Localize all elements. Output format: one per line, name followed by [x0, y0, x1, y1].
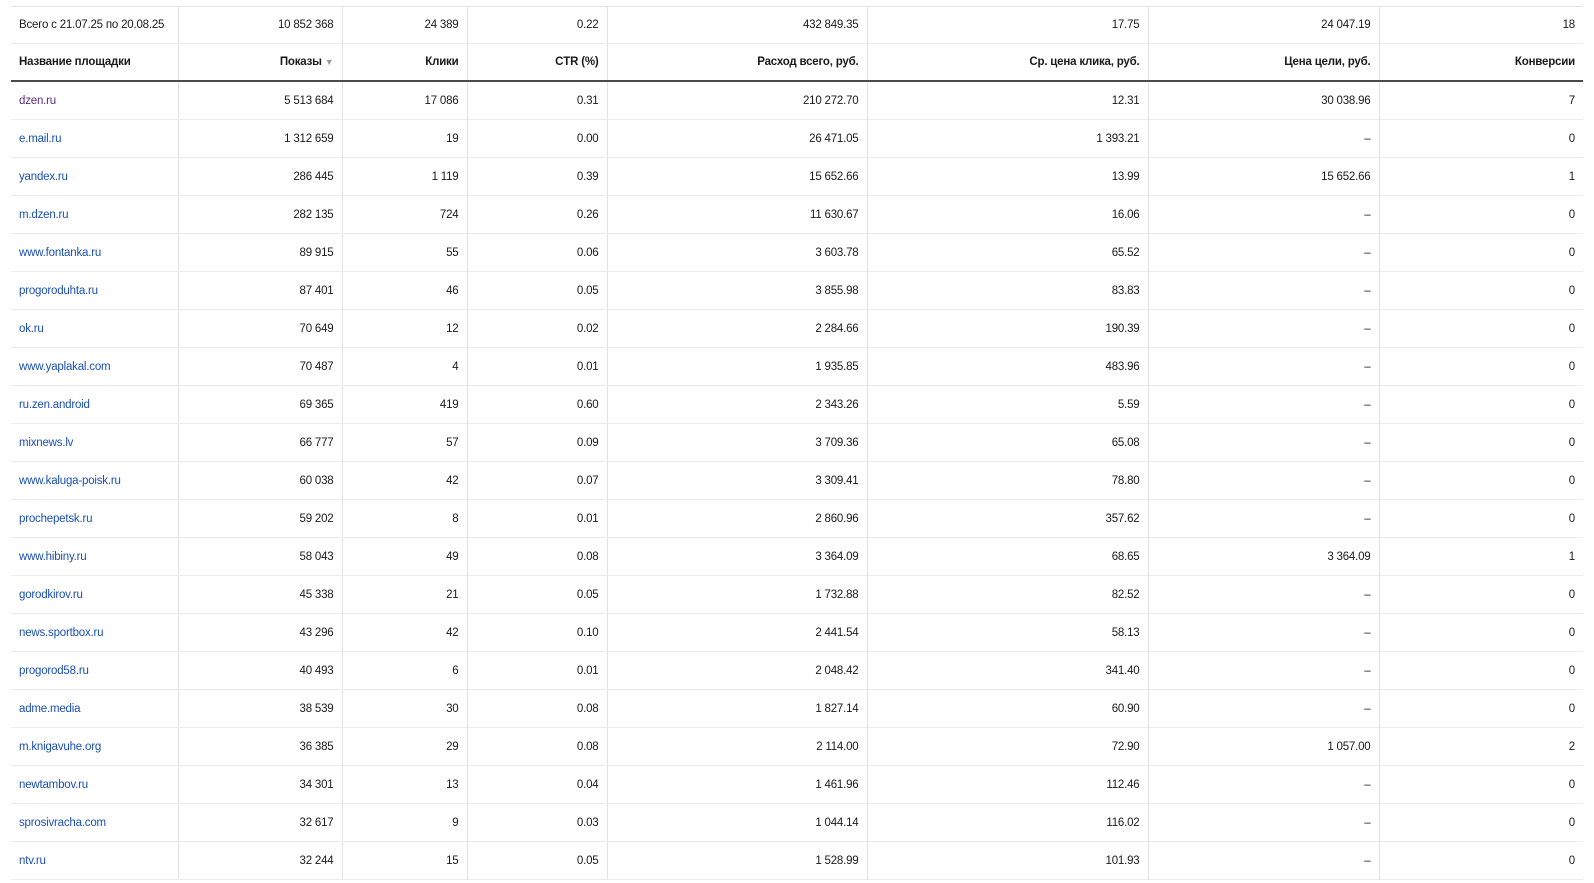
table-row	[11, 234, 1583, 272]
clicks-cell: 42	[342, 614, 467, 652]
impressions-cell: 60 038	[178, 462, 342, 500]
ctr-cell: 0.02	[467, 310, 607, 348]
spend-cell: 2 860.96	[607, 500, 867, 538]
ctr-cell: 0.08	[467, 728, 607, 766]
site-link[interactable]: www.fontanka.ru	[19, 246, 102, 259]
table-row	[11, 424, 1583, 462]
ctr-cell: 0.09	[467, 424, 607, 462]
site-link[interactable]: adme.media	[19, 702, 81, 715]
spend-cell: 2 441.54	[607, 614, 867, 652]
ctr-cell: 0.07	[467, 462, 607, 500]
cpc-cell: 341.40	[867, 652, 1148, 690]
site-cell	[11, 842, 178, 880]
totals-row	[11, 7, 1583, 44]
site-link[interactable]: prochepetsk.ru	[19, 512, 93, 525]
table-row	[11, 81, 1583, 120]
goal-price-cell: –	[1148, 424, 1379, 462]
totals-label: Всего с 21.07.25 по 20.08.25	[11, 7, 178, 44]
site-link[interactable]: sprosivracha.com	[19, 816, 106, 829]
site-cell	[11, 272, 178, 310]
spend-cell: 210 272.70	[607, 81, 867, 120]
conversions-cell: 1	[1379, 158, 1583, 196]
totals-ctr: 0.22	[467, 7, 607, 44]
impressions-cell: 45 338	[178, 576, 342, 614]
clicks-cell: 21	[342, 576, 467, 614]
cpc-cell: 58.13	[867, 614, 1148, 652]
cpc-cell: 83.83	[867, 272, 1148, 310]
clicks-cell: 42	[342, 462, 467, 500]
spend-cell: 1 528.99	[607, 842, 867, 880]
spend-cell: 2 114.00	[607, 728, 867, 766]
column-header-site[interactable]: Название площадки	[11, 44, 178, 82]
clicks-cell: 4	[342, 348, 467, 386]
goal-price-cell: –	[1148, 196, 1379, 234]
table-row	[11, 310, 1583, 348]
cpc-cell: 483.96	[867, 348, 1148, 386]
table-row	[11, 386, 1583, 424]
table-row	[11, 842, 1583, 880]
ctr-cell: 0.01	[467, 500, 607, 538]
spend-cell: 3 855.98	[607, 272, 867, 310]
site-cell	[11, 728, 178, 766]
conversions-cell: 0	[1379, 272, 1583, 310]
impressions-cell: 59 202	[178, 500, 342, 538]
spend-cell: 3 309.41	[607, 462, 867, 500]
conversions-cell: 0	[1379, 234, 1583, 272]
ctr-cell: 0.10	[467, 614, 607, 652]
report-table-container	[11, 6, 1583, 880]
site-cell	[11, 500, 178, 538]
ctr-cell: 0.05	[467, 576, 607, 614]
impressions-cell: 34 301	[178, 766, 342, 804]
goal-price-cell: –	[1148, 348, 1379, 386]
site-link[interactable]: m.knigavuhe.org	[19, 740, 102, 753]
spend-cell: 2 048.42	[607, 652, 867, 690]
spend-cell: 3 364.09	[607, 538, 867, 576]
site-cell	[11, 766, 178, 804]
table-row	[11, 804, 1583, 842]
spend-cell: 15 652.66	[607, 158, 867, 196]
cpc-cell: 65.08	[867, 424, 1148, 462]
table-row	[11, 348, 1583, 386]
site-link[interactable]: mixnews.lv	[19, 436, 74, 449]
table-row	[11, 462, 1583, 500]
spend-cell: 2 284.66	[607, 310, 867, 348]
clicks-cell: 9	[342, 804, 467, 842]
conversions-cell: 1	[1379, 538, 1583, 576]
goal-price-cell: 3 364.09	[1148, 538, 1379, 576]
clicks-cell: 57	[342, 424, 467, 462]
ctr-cell: 0.00	[467, 120, 607, 158]
goal-price-cell: –	[1148, 690, 1379, 728]
cpc-cell: 82.52	[867, 576, 1148, 614]
conversions-cell: 0	[1379, 804, 1583, 842]
conversions-cell: 7	[1379, 81, 1583, 120]
column-header-cpc[interactable]: Ср. цена клика, руб.	[867, 44, 1148, 82]
site-cell	[11, 462, 178, 500]
clicks-cell: 6	[342, 652, 467, 690]
spend-cell: 1 461.96	[607, 766, 867, 804]
impressions-cell: 1 312 659	[178, 120, 342, 158]
cpc-cell: 190.39	[867, 310, 1148, 348]
goal-price-cell: –	[1148, 310, 1379, 348]
goal-price-cell: –	[1148, 614, 1379, 652]
cpc-cell: 12.31	[867, 81, 1148, 120]
impressions-cell: 32 617	[178, 804, 342, 842]
goal-price-cell: –	[1148, 652, 1379, 690]
impressions-cell: 66 777	[178, 424, 342, 462]
cpc-cell: 78.80	[867, 462, 1148, 500]
clicks-cell: 8	[342, 500, 467, 538]
clicks-cell: 15	[342, 842, 467, 880]
spend-cell: 1 044.14	[607, 804, 867, 842]
goal-price-cell: –	[1148, 272, 1379, 310]
clicks-cell: 1 119	[342, 158, 467, 196]
impressions-cell: 87 401	[178, 272, 342, 310]
column-header-conversions[interactable]: Конверсии	[1379, 44, 1583, 82]
conversions-cell: 0	[1379, 690, 1583, 728]
site-cell	[11, 386, 178, 424]
table-row	[11, 120, 1583, 158]
totals-goal-price: 24 047.19	[1148, 7, 1379, 44]
impressions-cell: 70 649	[178, 310, 342, 348]
site-cell	[11, 81, 178, 120]
totals-cpc: 17.75	[867, 7, 1148, 44]
goal-price-cell: 1 057.00	[1148, 728, 1379, 766]
impressions-cell: 32 244	[178, 842, 342, 880]
cpc-cell: 72.90	[867, 728, 1148, 766]
impressions-cell: 69 365	[178, 386, 342, 424]
cpc-cell: 13.99	[867, 158, 1148, 196]
clicks-cell: 13	[342, 766, 467, 804]
conversions-cell: 0	[1379, 386, 1583, 424]
cpc-cell: 60.90	[867, 690, 1148, 728]
site-link[interactable]: progorod58.ru	[19, 664, 89, 677]
column-header-clicks[interactable]: Клики	[342, 44, 467, 82]
conversions-cell: 0	[1379, 576, 1583, 614]
ctr-cell: 0.01	[467, 348, 607, 386]
site-link[interactable]: dzen.ru	[19, 94, 56, 107]
table-row	[11, 500, 1583, 538]
clicks-cell: 12	[342, 310, 467, 348]
ctr-cell: 0.03	[467, 804, 607, 842]
ctr-cell: 0.39	[467, 158, 607, 196]
table-row	[11, 538, 1583, 576]
goal-price-cell: –	[1148, 462, 1379, 500]
ctr-cell: 0.01	[467, 652, 607, 690]
totals-clicks: 24 389	[342, 7, 467, 44]
goal-price-cell: –	[1148, 386, 1379, 424]
clicks-cell: 30	[342, 690, 467, 728]
site-link[interactable]: newtambov.ru	[19, 778, 88, 791]
conversions-cell: 0	[1379, 424, 1583, 462]
goal-price-cell: 30 038.96	[1148, 81, 1379, 120]
goal-price-cell: 15 652.66	[1148, 158, 1379, 196]
site-cell	[11, 158, 178, 196]
ctr-cell: 0.05	[467, 842, 607, 880]
ctr-cell: 0.06	[467, 234, 607, 272]
table-row	[11, 196, 1583, 234]
cpc-cell: 112.46	[867, 766, 1148, 804]
impressions-cell: 43 296	[178, 614, 342, 652]
impressions-cell: 286 445	[178, 158, 342, 196]
site-cell	[11, 120, 178, 158]
impressions-cell: 5 513 684	[178, 81, 342, 120]
site-cell	[11, 804, 178, 842]
table-row	[11, 576, 1583, 614]
goal-price-cell: –	[1148, 842, 1379, 880]
site-link[interactable]: news.sportbox.ru	[19, 626, 104, 639]
site-cell	[11, 348, 178, 386]
cpc-cell: 5.59	[867, 386, 1148, 424]
goal-price-cell: –	[1148, 804, 1379, 842]
column-header-spend[interactable]: Расход всего, руб.	[607, 44, 867, 82]
table-header-row	[11, 44, 1583, 82]
sites-report-table	[11, 6, 1583, 880]
site-cell	[11, 234, 178, 272]
table-row	[11, 690, 1583, 728]
conversions-cell: 0	[1379, 652, 1583, 690]
spend-cell: 1 935.85	[607, 348, 867, 386]
spend-cell: 26 471.05	[607, 120, 867, 158]
ctr-cell: 0.08	[467, 690, 607, 728]
ctr-cell: 0.31	[467, 81, 607, 120]
ctr-cell: 0.05	[467, 272, 607, 310]
totals-conversions: 18	[1379, 7, 1583, 44]
site-cell	[11, 196, 178, 234]
ctr-cell: 0.60	[467, 386, 607, 424]
impressions-cell: 38 539	[178, 690, 342, 728]
site-link[interactable]: ok.ru	[19, 322, 44, 335]
goal-price-cell: –	[1148, 500, 1379, 538]
column-header-ctr[interactable]: CTR (%)	[467, 44, 607, 82]
totals-impressions: 10 852 368	[178, 7, 342, 44]
cpc-cell: 116.02	[867, 804, 1148, 842]
spend-cell: 3 709.36	[607, 424, 867, 462]
site-cell	[11, 424, 178, 462]
site-link[interactable]: yandex.ru	[19, 170, 68, 183]
conversions-cell: 0	[1379, 310, 1583, 348]
site-link[interactable]: www.kaluga-poisk.ru	[19, 474, 121, 487]
site-cell	[11, 652, 178, 690]
site-link[interactable]: ntv.ru	[19, 854, 46, 867]
site-link[interactable]: www.yaplakal.com	[19, 360, 111, 373]
cpc-cell: 101.93	[867, 842, 1148, 880]
impressions-cell: 36 385	[178, 728, 342, 766]
cpc-cell: 16.06	[867, 196, 1148, 234]
table-row	[11, 272, 1583, 310]
clicks-cell: 55	[342, 234, 467, 272]
site-cell	[11, 538, 178, 576]
site-link[interactable]: gorodkirov.ru	[19, 588, 83, 601]
ctr-cell: 0.08	[467, 538, 607, 576]
spend-cell: 2 343.26	[607, 386, 867, 424]
conversions-cell: 0	[1379, 500, 1583, 538]
conversions-cell: 0	[1379, 766, 1583, 804]
clicks-cell: 419	[342, 386, 467, 424]
totals-spend: 432 849.35	[607, 7, 867, 44]
impressions-cell: 89 915	[178, 234, 342, 272]
column-header-impressions[interactable]	[178, 44, 342, 82]
cpc-cell: 68.65	[867, 538, 1148, 576]
conversions-cell: 0	[1379, 462, 1583, 500]
conversions-cell: 0	[1379, 348, 1583, 386]
impressions-cell: 40 493	[178, 652, 342, 690]
conversions-cell: 2	[1379, 728, 1583, 766]
table-row	[11, 728, 1583, 766]
goal-price-cell: –	[1148, 120, 1379, 158]
conversions-cell: 0	[1379, 196, 1583, 234]
conversions-cell: 0	[1379, 120, 1583, 158]
site-link[interactable]: www.hibiny.ru	[19, 550, 87, 563]
site-link[interactable]: ru.zen.android	[19, 398, 90, 411]
goal-price-cell: –	[1148, 576, 1379, 614]
site-link[interactable]: m.dzen.ru	[19, 208, 69, 221]
spend-cell: 1 827.14	[607, 690, 867, 728]
table-row	[11, 158, 1583, 196]
clicks-cell: 19	[342, 120, 467, 158]
cpc-cell: 357.62	[867, 500, 1148, 538]
clicks-cell: 17 086	[342, 81, 467, 120]
sort-desc-icon[interactable]: ▼	[324, 57, 334, 67]
impressions-cell: 282 135	[178, 196, 342, 234]
spend-cell: 11 630.67	[607, 196, 867, 234]
column-header-impressions-label: Показы	[279, 56, 322, 68]
impressions-cell: 58 043	[178, 538, 342, 576]
cpc-cell: 65.52	[867, 234, 1148, 272]
table-row	[11, 766, 1583, 804]
site-cell	[11, 690, 178, 728]
conversions-cell: 0	[1379, 614, 1583, 652]
goal-price-cell: –	[1148, 234, 1379, 272]
ctr-cell: 0.26	[467, 196, 607, 234]
ctr-cell: 0.04	[467, 766, 607, 804]
clicks-cell: 724	[342, 196, 467, 234]
goal-price-cell: –	[1148, 766, 1379, 804]
table-row	[11, 652, 1583, 690]
clicks-cell: 49	[342, 538, 467, 576]
conversions-cell: 0	[1379, 842, 1583, 880]
spend-cell: 3 603.78	[607, 234, 867, 272]
spend-cell: 1 732.88	[607, 576, 867, 614]
site-link[interactable]: progoroduhta.ru	[19, 284, 98, 297]
site-cell	[11, 576, 178, 614]
cpc-cell: 1 393.21	[867, 120, 1148, 158]
site-cell	[11, 614, 178, 652]
column-header-goal-price[interactable]: Цена цели, руб.	[1148, 44, 1379, 82]
clicks-cell: 46	[342, 272, 467, 310]
impressions-cell: 70 487	[178, 348, 342, 386]
clicks-cell: 29	[342, 728, 467, 766]
table-row	[11, 614, 1583, 652]
site-cell	[11, 310, 178, 348]
site-link[interactable]: e.mail.ru	[19, 132, 62, 145]
